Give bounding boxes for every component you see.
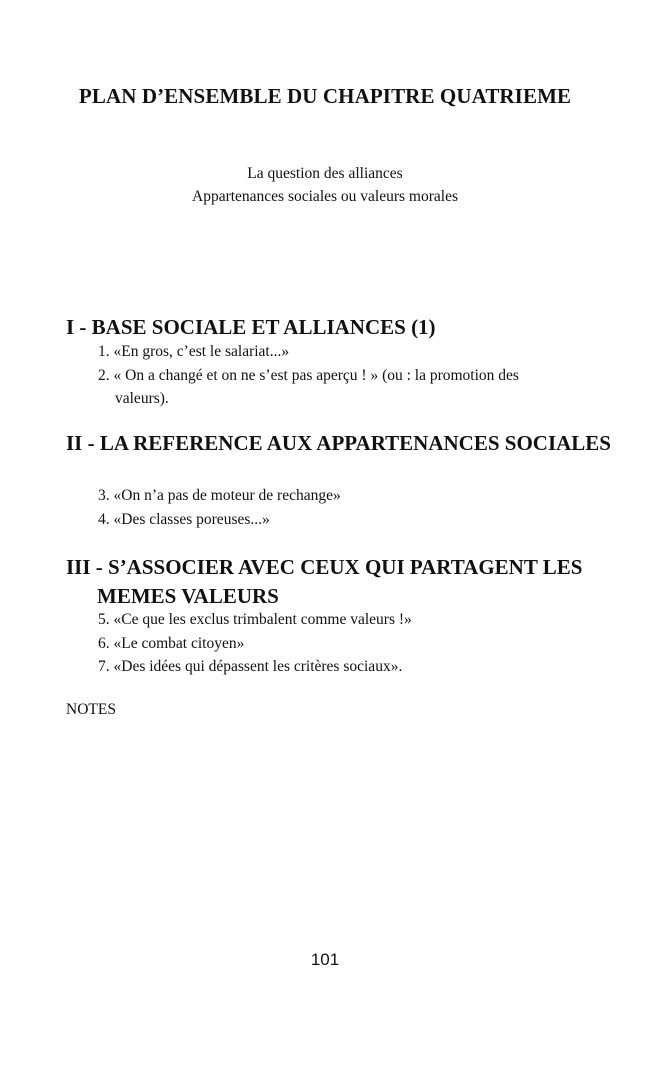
subtitle-line-2: Appartenances sociales ou valeurs morales (192, 188, 458, 205)
section-3-list (98, 608, 568, 679)
section-heading-3: III - S’ASSOCIER AVEC CEUX QUI PARTAGENT LES MEMES VALEURS (66, 555, 583, 608)
list-item (98, 340, 568, 364)
item-number: 4. (98, 510, 110, 528)
subtitle (0, 162, 650, 208)
item-text: «On n’a pas de moteur de rechange» (113, 487, 341, 504)
page-title: PLAN D’ENSEMBLE DU CHAPITRE QUATRIEME (78, 84, 572, 108)
item-text: «Des classes poreuses...» (113, 510, 270, 528)
item-number: 2. (98, 366, 110, 384)
item-text: «Des idées qui dépassent les critères sociaux». (113, 658, 403, 675)
list-item (98, 484, 568, 508)
item-number: 6. (98, 634, 110, 652)
section-2-list (98, 484, 568, 531)
list-item (98, 608, 568, 632)
item-text: «En gros, c’est le salariat...» (113, 343, 290, 360)
item-number: 1. (98, 343, 110, 360)
item-text: «Ce que les exclus trimbalent comme valeurs !» (113, 611, 412, 628)
item-text: « On a changé et on ne s’est pas aperçu ! » (ou : la promotion des valeurs). (113, 366, 519, 407)
section-1-list (98, 340, 568, 411)
section-heading-1: I - BASE SOCIALE ET ALLIANCES (1) (66, 315, 436, 339)
notes-heading: NOTES (66, 701, 116, 718)
item-text: «Le combat citoyen» (113, 634, 245, 652)
section-heading-2: II - LA REFERENCE AUX APPARTENANCES SOCIALES (66, 431, 611, 455)
list-item (98, 632, 568, 656)
item-number: 7. (98, 658, 110, 675)
subtitle-line-1: La question des alliances (247, 165, 403, 182)
list-item (98, 508, 568, 532)
list-item (98, 364, 568, 411)
list-item (98, 655, 568, 679)
page-number: 101 (310, 950, 340, 969)
item-number: 5. (98, 611, 110, 628)
item-number: 3. (98, 487, 110, 504)
